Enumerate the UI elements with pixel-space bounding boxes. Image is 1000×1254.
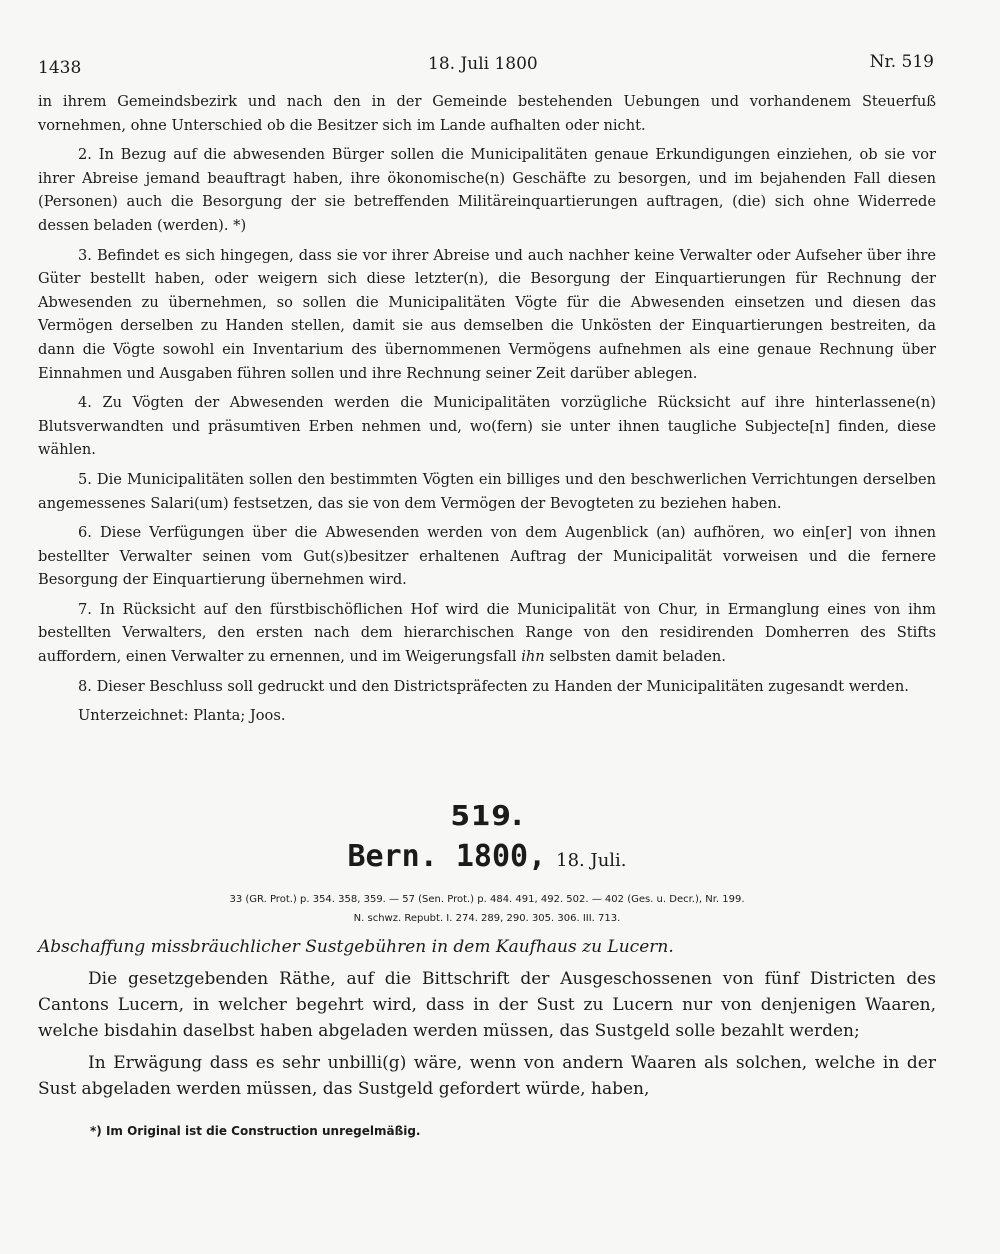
consideration-paragraph: In Erwägung dass es sehr unbilli(g) wäre, wenn von andern Waaren als solchen, welche in der Sust abgeladen werden müssen, das Sustgeld gefordert würde, haben,	[38, 1053, 936, 1099]
article-7	[38, 598, 936, 669]
running-header	[38, 54, 934, 80]
article-7-text-start: 7. In Rücksicht auf den fürstbischöflichen Hof wird die Municipalität von Chur, in Ermanglung eines von ihm bestellten Verwalters, den ersten nach dem hierarchischen Range von den residirenden Domherren des Stifts auffordern, einen Verwalter zu ernennen, und im Weigerungsfall	[38, 600, 936, 666]
references-line-1: 33 (GR. Prot.) p. 354. 358, 359. — 57 (Sen. Prot.) p. 484. 491, 492. 502. — 402 (Ges. u. Decr.), Nr. 199.	[229, 894, 745, 905]
article-8: 8. Dieser Beschluss soll gedruckt und den Districtspräfecten zu Handen der Municipalitäten zugesandt werden.	[78, 677, 909, 695]
preamble-paragraph: Die gesetzgebenden Räthe, auf die Bittschrift der Ausgeschossenen von fünf Districten des Cantons Lucern, in welcher begehrt wird, dass in der Sust zu Lucern nur von denjenigen Waaren, welche bisdahin daselbst haben abgeladen werden müssen, das Sustgeld solle bezahlt werden;	[38, 969, 936, 1041]
page-number: 1438	[38, 58, 82, 78]
source-references	[38, 890, 936, 928]
article-5: 5. Die Municipalitäten sollen den bestimmten Vögten ein billiges und den beschwerlichen Verrichtungen derselben angemessenes Salari(um) festsetzen, das sie von dem Vermögen der Bevogteten zu beziehen haben.	[38, 470, 936, 512]
document-body	[38, 934, 936, 1108]
references-line-2: N. schwz. Repubt. I. 274. 289, 290. 305. 306. III. 713.	[353, 913, 621, 924]
place-date-line	[38, 840, 936, 878]
document-number: 519.	[450, 799, 524, 832]
footnote: *) Im Original ist die Construction unregelmäßig.	[90, 1124, 421, 1138]
article-2: 2. In Bezug auf die abwesenden Bürger sollen die Municipalitäten genaue Erkundigungen einziehen, ob sie vor ihrer Abreise jemand beauftragt haben, ihre ökonomische(n) Geschäfte zu besorgen, und im bejahenden Fall diesen (Personen) auch die Besorgung der sie betreffenden Militäreinquartierungen auftragen, (die) sich ohne Widerrede dessen beladen (werden). *)	[38, 146, 936, 234]
place-year: Bern. 1800,	[347, 839, 547, 874]
document-heading	[38, 798, 936, 928]
document-subject: Abschaffung missbräuchlicher Sustgebühren in dem Kaufhaus zu Lucern.	[38, 937, 674, 957]
article-7-emphasis: ihn	[521, 648, 545, 666]
previous-document-text	[38, 90, 936, 734]
article-3: 3. Befindet es sich hingegen, dass sie vor ihrer Abreise und auch nachher keine Verwalter oder Aufseher über ihre Güter bestellt haben, oder weigern sich diese letzter(n), die Besorgung der Einquartierungen für Rechnung der Abwesenden zu übernehmen, so sollen die Municipalitäten Vögte für die Abwesenden einsetzen und diesen das Vermögen derselben zu Handen stellen, damit sie aus demselben die Unkösten der Einquartierungen bestreiten, da dann die Vögte sowohl ein Inventarium des übernommenen Vermögens aufnehmen als eine genaue Rechnung über Einnahmen und Ausgaben führen sollen und ihre Rechnung seiner Zeit darüber ablegen.	[38, 246, 936, 382]
header-date: 18. Juli 1800	[428, 54, 538, 74]
signature-line: Unterzeichnet: Planta; Joos.	[78, 707, 286, 725]
article-7-text-end: selbsten damit beladen.	[549, 648, 726, 666]
article-4: 4. Zu Vögten der Abwesenden werden die Municipalitäten vorzügliche Rücksicht auf ihre hinterlassene(n) Blutsverwandten und präsumtiven Erben nehmen und, wo(fern) sie unter ihnen taugliche Subjecte[n] finden, diese wählen.	[38, 394, 936, 459]
document-day: 18. Juli.	[556, 850, 627, 871]
continuation-paragraph: in ihrem Gemeindsbezirk und nach den in der Gemeinde bestehenden Uebungen und vorhandenem Steuerfuß vornehmen, ohne Unterschied ob die Besitzer sich im Lande aufhalten oder nicht.	[38, 93, 936, 134]
header-doc-number: Nr. 519	[869, 52, 934, 72]
article-6: 6. Diese Verfügungen über die Abwesenden werden von dem Augenblick (an) aufhören, wo ein[er] von ihnen bestellter Verwalter seinen vom Gut(s)besitzer erhaltenen Auftrag der Municipalität vorweisen und die fernere Besorgung der Einquartierung übernehmen wird.	[38, 524, 936, 589]
